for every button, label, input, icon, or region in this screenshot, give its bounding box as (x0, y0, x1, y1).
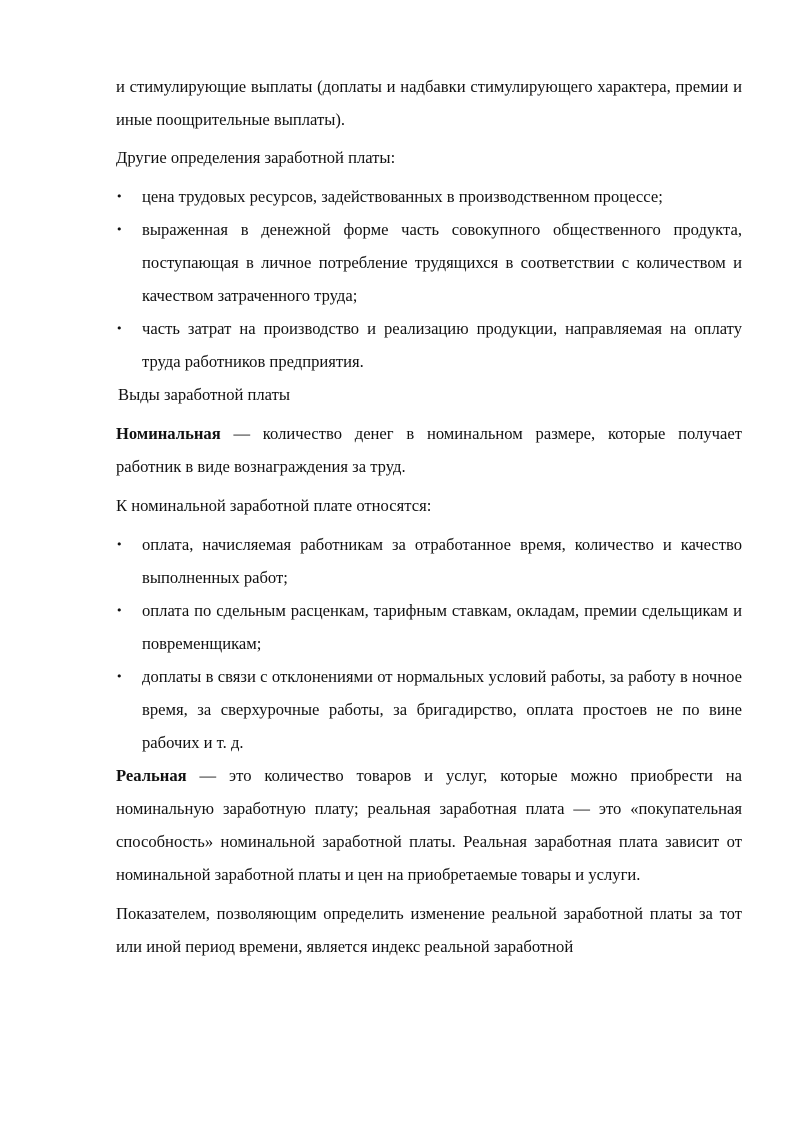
nominal-includes-list (116, 528, 742, 759)
section-heading: Выды заработной платы (118, 385, 291, 404)
list-item (116, 594, 742, 660)
real-paragraph (116, 759, 742, 891)
real-term: Реальная (116, 766, 187, 785)
intro-paragraph: и стимулирующие выплаты (доплаты и надбавки стимулирующего характера, премии и иные поощрительные выплаты). (116, 77, 742, 129)
bullet-icon: • (116, 670, 123, 683)
real-definition: — это количество товаров и услуг, которые можно приобрести на номинальную заработную плату; реальная заработная плата — это «покупательная способность» номинальной заработной платы. Реальная заработная плата зависит от номинальной заработной платы и цен на приобретаемые товары и услуги. (116, 766, 742, 884)
list-item (116, 180, 742, 213)
list-item (116, 660, 742, 759)
other-definitions-lead: Другие определения заработной платы: (116, 148, 396, 167)
list-item-text: оплата, начисляемая работникам за отработанное время, количество и качество выполненных работ; (142, 535, 742, 587)
index-paragraph: Показателем, позволяющим определить изменение реальной заработной платы за тот или иной период времени, является индекс реальной заработной (116, 904, 742, 956)
list-item (116, 213, 742, 312)
list-item (116, 312, 742, 378)
list-item-text: оплата по сдельным расценкам, тарифным ставкам, окладам, премии сдельщикам и повременщикам; (142, 601, 742, 653)
bullet-icon: • (116, 190, 123, 203)
bullet-icon: • (116, 604, 123, 617)
nominal-includes-lead: К номинальной заработной плате относятся: (116, 496, 432, 515)
list-item-text: доплаты в связи с отклонениями от нормальных условий работы, за работу в ночное время, за сверхурочные работы, за бригадирство, оплата простоев не по вине рабочих и т. д. (142, 667, 742, 752)
list-item (116, 528, 742, 594)
page-content (116, 70, 742, 969)
nominal-definition: — количество денег в номинальном размере, которые получает работник в виде вознаграждения за труд. (116, 424, 742, 476)
bullet-icon: • (116, 538, 123, 551)
nominal-paragraph (116, 417, 742, 483)
list-item-text: цена трудовых ресурсов, задействованных в производственном процессе; (142, 187, 663, 206)
list-item-text: часть затрат на производство и реализацию продукции, направляемая на оплату труда работников предприятия. (142, 319, 742, 371)
other-definitions-list (116, 180, 742, 378)
bullet-icon: • (116, 223, 123, 236)
list-item-text: выраженная в денежной форме часть совокупного общественного продукта, поступающая в личное потребление трудящихся в соответствии с количеством и качеством затраченного труда; (142, 220, 742, 305)
bullet-icon: • (116, 322, 123, 335)
nominal-term: Номинальная (116, 424, 221, 443)
